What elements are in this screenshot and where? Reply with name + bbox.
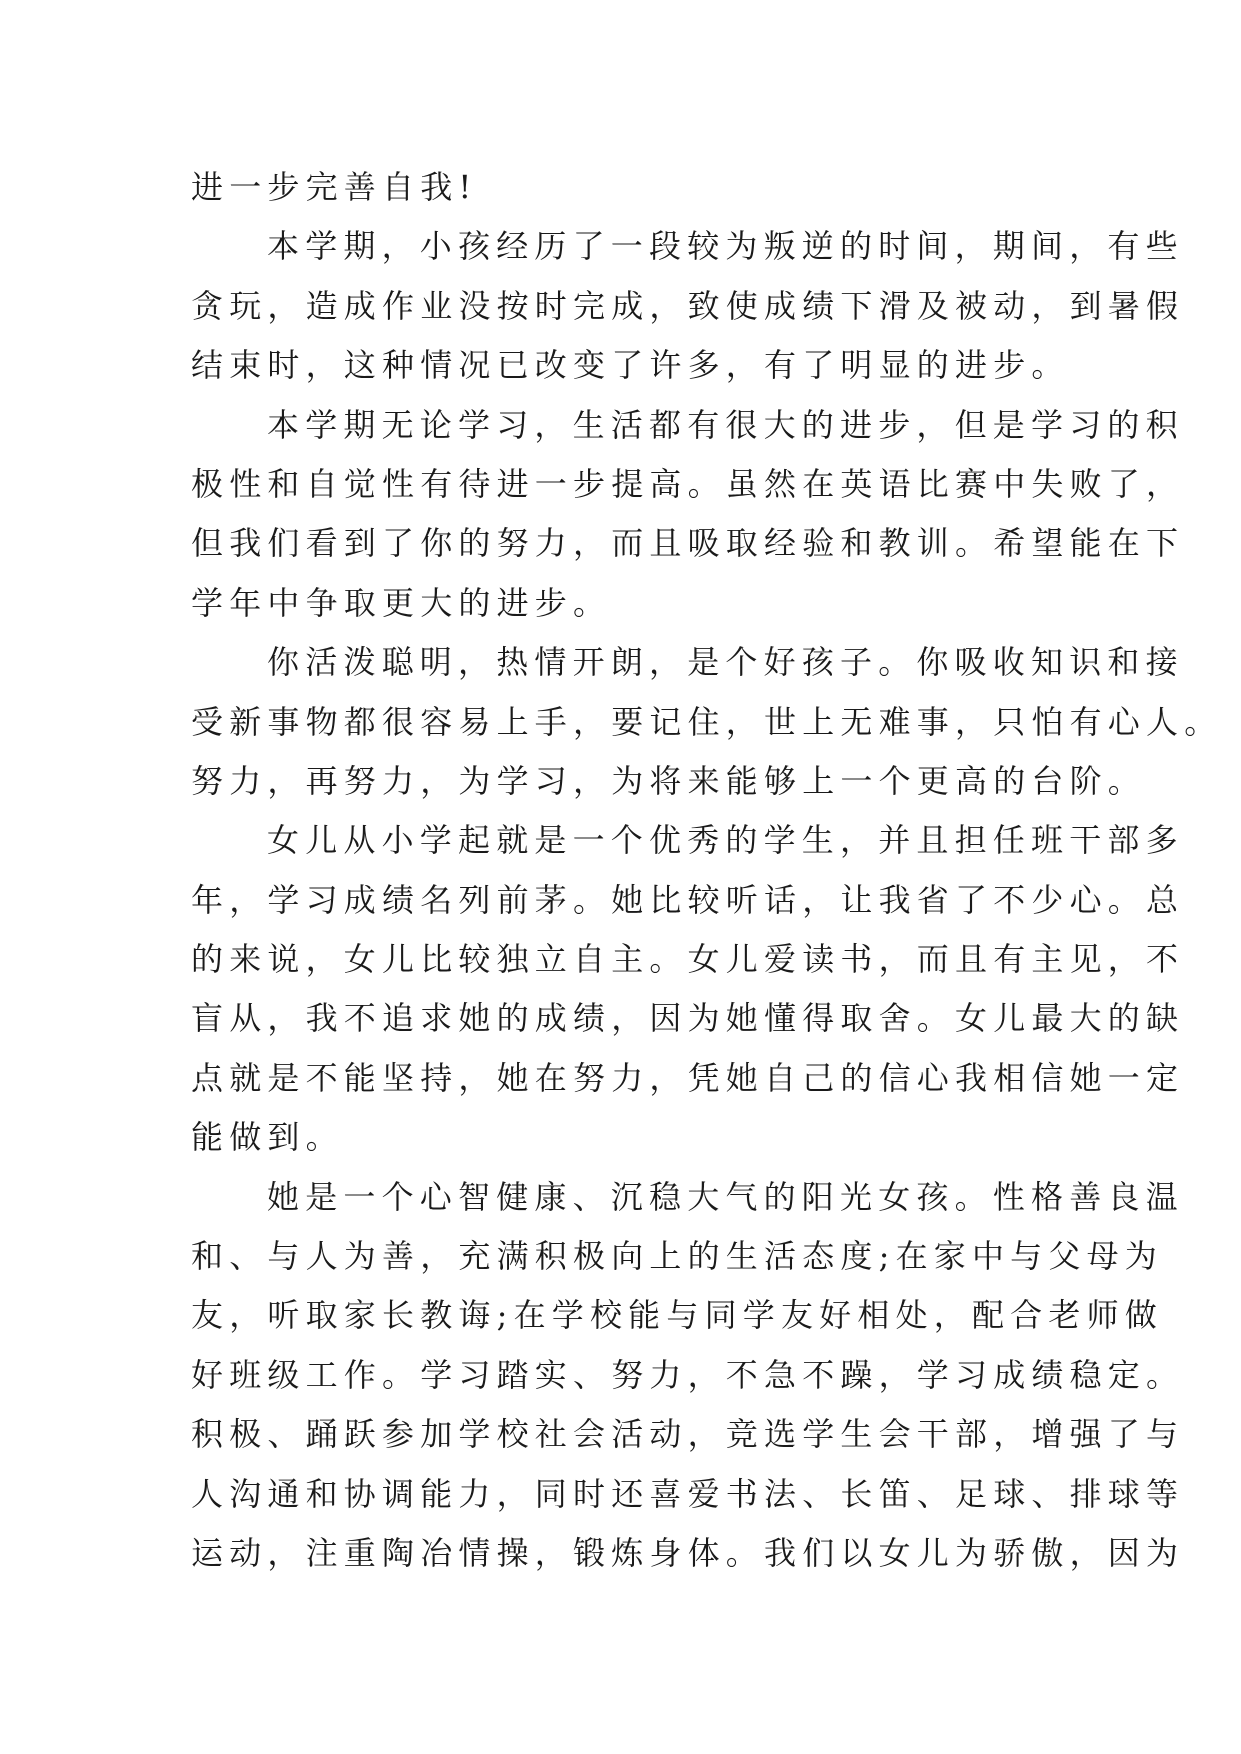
text-line: 受新事物都很容易上手，要记住，世上无难事，只怕有心人。 <box>191 702 1223 741</box>
paragraph-first-line: 她是一个心智健康、沉稳大气的阳光女孩。性格善良温 <box>267 1177 1184 1216</box>
text-line: 结束时，这种情况已改变了许多，有了明显的进步。 <box>191 346 1070 385</box>
text-line: 进一步完善自我! <box>191 168 478 206</box>
text-line: 努力，再努力，为学习，为将来能够上一个更高的台阶。 <box>191 761 1147 800</box>
paragraph-first-line: 女儿从小学起就是一个优秀的学生，并且担任班干部多 <box>267 821 1184 860</box>
text-line: 但我们看到了你的努力，而且吸取经验和教训。希望能在下 <box>191 524 1185 563</box>
paragraph-first-line: 你活泼聪明，热情开朗，是个好孩子。你吸收知识和接 <box>267 643 1184 682</box>
text-line: 学年中争取更大的进步。 <box>191 583 612 622</box>
text-line: 的来说，女儿比较独立自主。女儿爱读书，而且有主见，不 <box>191 940 1185 979</box>
text-line: 点就是不能坚持，她在努力，凭她自己的信心我相信她一定 <box>191 1058 1185 1097</box>
text-line: 积极、踊跃参加学校社会活动，竞选学生会干部，增强了与 <box>191 1415 1185 1454</box>
text-line: 和、与人为善，充满积极向上的生活态度;在家中与父母为 <box>191 1237 1163 1276</box>
text-line: 极性和自觉性有待进一步提高。虽然在英语比赛中失败了， <box>191 464 1185 503</box>
text-line: 运动，注重陶冶情操，锻炼身体。我们以女儿为骄傲，因为 <box>191 1533 1185 1572</box>
text-line: 能做到。 <box>191 1118 344 1157</box>
text-line: 盲从，我不追求她的成绩，因为她懂得取舍。女儿最大的缺 <box>191 999 1185 1038</box>
text-line: 年，学习成绩名列前茅。她比较听话，让我省了不少心。总 <box>191 880 1185 919</box>
text-line: 友，听取家长教诲;在学校能与同学友好相处，配合老师做 <box>191 1296 1163 1335</box>
paragraph-first-line: 本学期无论学习，生活都有很大的进步，但是学习的积 <box>267 405 1184 444</box>
paragraph-first-line: 本学期，小孩经历了一段较为叛逆的时间，期间，有些 <box>267 227 1184 266</box>
text-line: 好班级工作。学习踏实、努力，不急不躁，学习成绩稳定。 <box>191 1355 1185 1394</box>
text-line: 人沟通和协调能力，同时还喜爱书法、长笛、足球、排球等 <box>191 1474 1185 1513</box>
document-body <box>191 158 1223 1583</box>
text-line: 贪玩，造成作业没按时完成，致使成绩下滑及被动，到暑假 <box>191 286 1185 325</box>
